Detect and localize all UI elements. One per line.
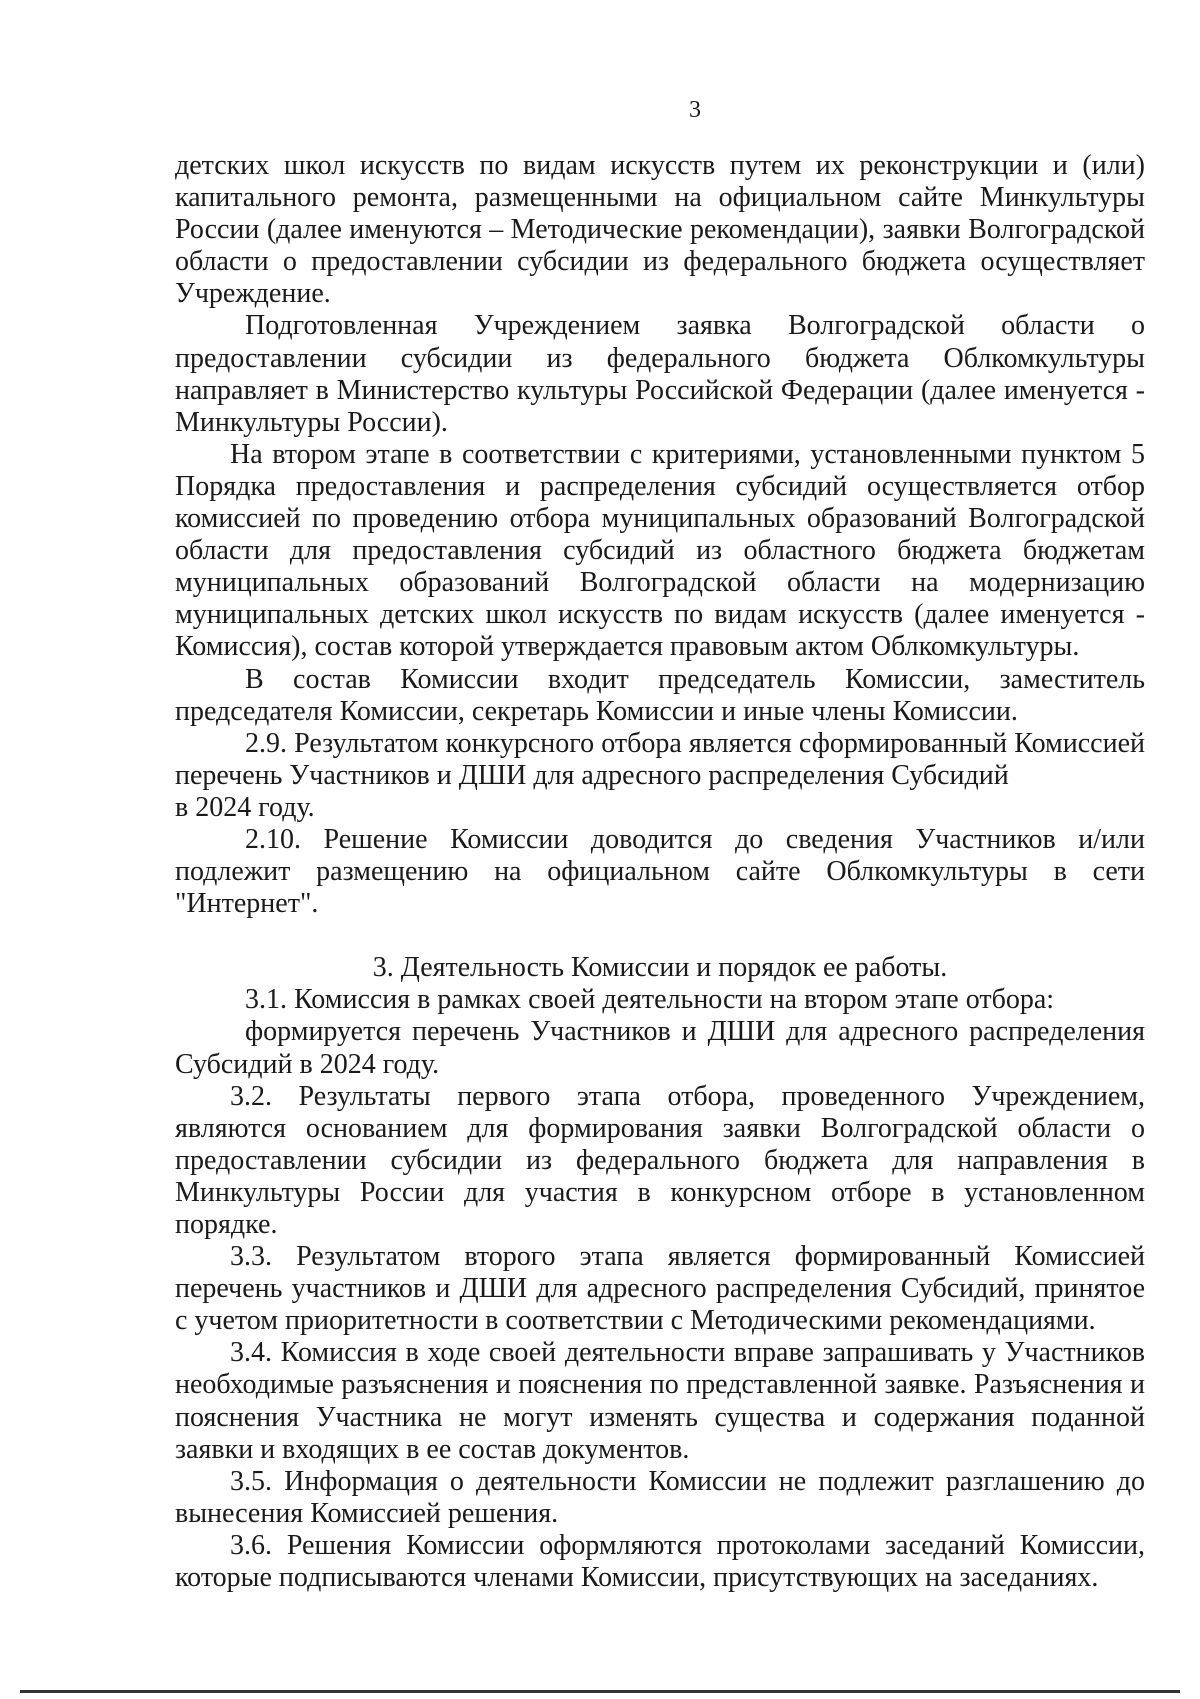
clause-2-9-continuation: в 2024 году. xyxy=(175,791,315,823)
clause-3-1-item: формируется перечень Участников и ДШИ для адресного распределения Субсидий в 2024 году. xyxy=(175,1016,1145,1080)
clause-3-1: 3.1. Комиссия в рамках своей деятельности на втором этапе отбора: xyxy=(245,984,1055,1016)
paragraph-continuation: детских школ искусств по видам искусств путем их реконструкции и (или) капитального ремонта, размещенными на официальном сайте Минкультуры России (далее именуются – Методические рекомендации), заявки Волгоградской области о предоставлении субсидии из федерального бюджета осуществляет Учреждение. xyxy=(175,150,1145,310)
bottom-edge-line xyxy=(20,1690,1180,1693)
page-number: 3 xyxy=(689,97,701,123)
section-3-heading: 3. Деятельность Комиссии и порядок ее работы. xyxy=(372,952,948,984)
paragraph-second-stage: На втором этапе в соответствии с критериями, установленными пунктом 5 Порядка предоставления и распределения субсидий осуществляется отбор комиссией по проведению отбора муниципальных образований Волгоградской области для предоставления субсидий из областного бюджета бюджетам муниципальных образований Волгоградской области на модернизацию муниципальных детских школ искусств по видам искусств (далее именуется - Комиссия), состав которой утверждается правовым актом Облкомкультуры. xyxy=(175,438,1145,663)
clause-2-10: 2.10. Решение Комиссии доводится до сведения Участников и/или подлежит размещению на официальном сайте Облкомкультуры в сети "Интернет". xyxy=(175,823,1145,920)
clause-3-4: 3.4. Комиссия в ходе своей деятельности вправе запрашивать у Участников необходимые разъяснения и пояснения по представленной заявке. Разъяснения и пояснения Участника не могут изменять существа и содержания поданной заявки и входящих в ее состав документов. xyxy=(175,1337,1145,1465)
paragraph-commission-composition: В состав Комиссии входит председатель Комиссии, заместитель председателя Комиссии, секретарь Комиссии и иные члены Комиссии. xyxy=(175,663,1145,727)
clause-3-2: 3.2. Результаты первого этапа отбора, проведенного Учреждением, являются основанием для формирования заявки Волгоградской области о предоставлении субсидии из федерального бюджета для направления в Минкультуры России для участия в конкурсном отборе в установленном порядке. xyxy=(175,1080,1145,1240)
clause-3-3: 3.3. Результатом второго этапа является формированный Комиссией перечень участников и ДШИ для адресного распределения Субсидий, принятое с учетом приоритетности в соответствии с Методическими рекомендациями. xyxy=(175,1241,1145,1337)
document-body xyxy=(175,150,1145,1594)
clause-3-5: 3.5. Информация о деятельности Комиссии не подлежит разглашению до вынесения Комиссией решения. xyxy=(175,1465,1145,1529)
clause-2-9: 2.9. Результатом конкурсного отбора является сформированный Комиссией перечень Участников и ДШИ для адресного распределения Субсидий xyxy=(175,727,1145,791)
clause-3-6: 3.6. Решения Комиссии оформляются протоколами заседаний Комиссии, которые подписываются членами Комиссии, присутствующих на заседаниях. xyxy=(175,1529,1145,1594)
paragraph-application-submission: Подготовленная Учреждением заявка Волгоградской области о предоставлении субсидии из федерального бюджета Облкомкультуры направляет в Министерство культуры Российской Федерации (далее именуется - Минкультуры России). xyxy=(175,310,1145,438)
